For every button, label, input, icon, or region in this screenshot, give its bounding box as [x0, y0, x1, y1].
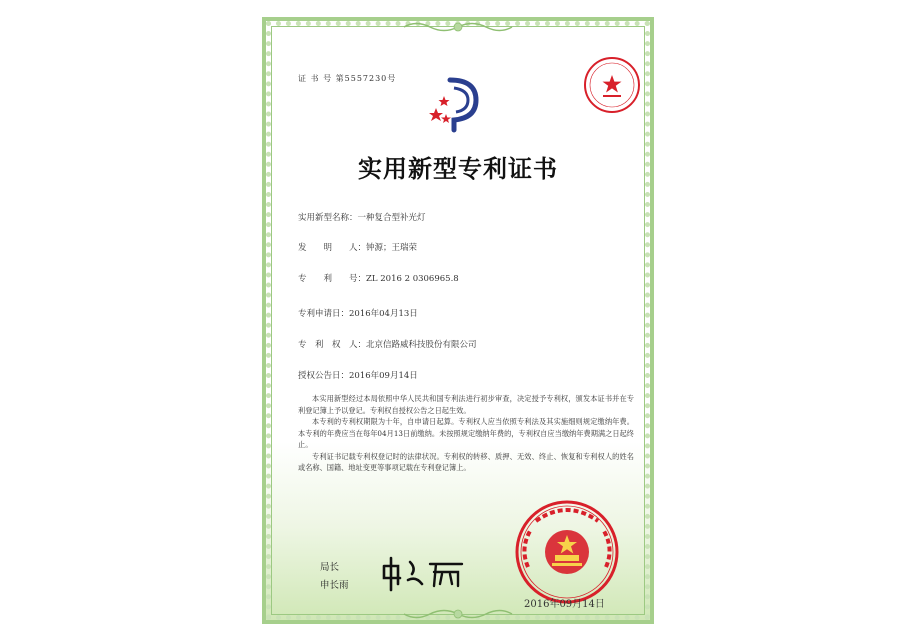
certificate-number: [298, 73, 396, 84]
patent-certificate: [262, 17, 654, 624]
body-paragraph: 本专利的专利权期限为十年，自申请日起算。专利权人应当依照专利法及其实施细则规定缴纳年费。本专利的年费应当在每年04月13日前缴纳。未按照规定缴纳年费的，专利权自应当缴纳年费期满之日起终止。: [298, 417, 634, 449]
field-patent-number: [298, 272, 459, 284]
field-value: 2016年09月14日: [349, 371, 418, 381]
field-value: 北京信路威科技股份有限公司: [366, 340, 477, 350]
director-name: 申长雨: [320, 580, 349, 591]
agency-seal-icon: [582, 55, 642, 115]
field-patentee: [298, 338, 477, 350]
director-title: 局长: [320, 562, 340, 573]
field-inventors: [298, 241, 417, 253]
field-value: 2016年04月13日: [349, 309, 418, 319]
field-label: 发 明 人：: [298, 243, 367, 253]
field-utility-model-name: [298, 211, 426, 223]
certificate-number-label: 证 书 号: [298, 74, 333, 83]
field-label: 专 利 权 人：: [298, 340, 367, 350]
bottom-ornament-icon: [402, 607, 514, 621]
body-paragraph: 本实用新型经过本局依照中华人民共和国专利法进行初步审查，决定授予专利权，颁发本证书并在专利登记簿上予以登记。专利权自授权公告之日起生效。: [298, 394, 634, 415]
national-ip-office-seal-icon: [512, 497, 622, 607]
field-label: 专利申请日：: [298, 309, 350, 319]
issue-date: 2016年09月14日: [524, 599, 605, 610]
field-value: 一种复合型补光灯: [357, 213, 426, 223]
field-value: ZL 2016 2 0306965.8: [366, 274, 459, 284]
field-label: 专 利 号：: [298, 274, 367, 284]
field-grant-announcement-date: [298, 369, 418, 381]
body-paragraph: 专利证书记载专利权登记时的法律状况。专利权的转移、质押、无效、终止、恢复和专利权人的姓名或名称、国籍、地址变更等事项记载在专利登记簿上。: [298, 451, 634, 472]
certificate-body-text: [298, 393, 634, 474]
certificate-number-value: 第5557230号: [335, 74, 397, 83]
certificate-title: 实用新型专利证书: [358, 154, 558, 183]
field-value: 钟源；王瑞荣: [366, 243, 418, 253]
field-label: 授权公告日：: [298, 371, 350, 381]
field-label: 实用新型名称：: [298, 213, 358, 223]
patent-office-logo-icon: [428, 74, 488, 134]
director-signature-icon: [378, 554, 468, 592]
field-application-date: [298, 307, 418, 319]
top-ornament-icon: [402, 20, 514, 34]
